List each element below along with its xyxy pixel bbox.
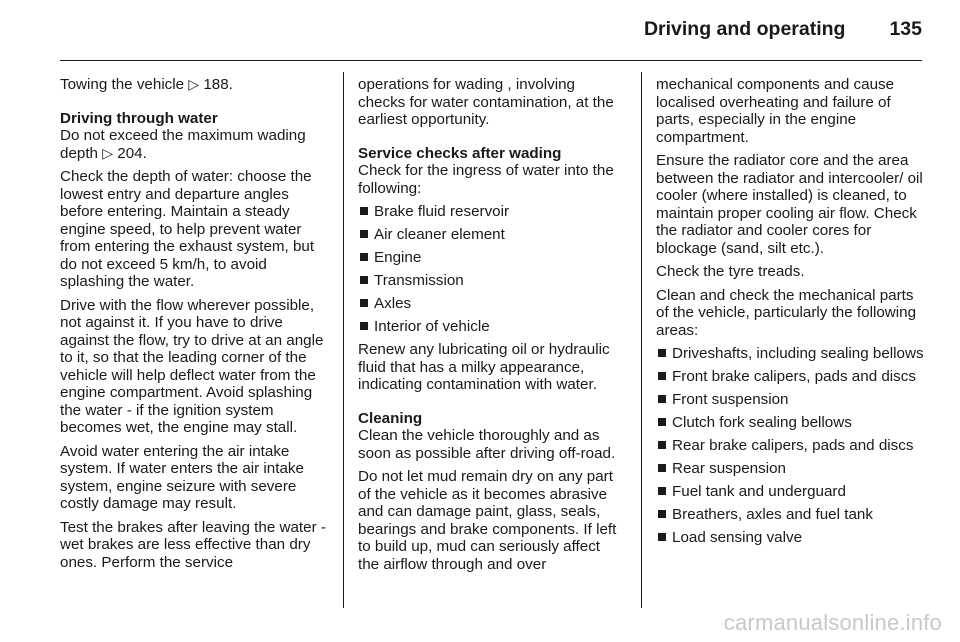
list-item: Transmission [358,272,624,290]
list-item: Interior of vehicle [358,318,624,336]
arrow-right-icon: ▷ [188,76,200,92]
list-item: Load sensing valve [656,529,924,547]
cleaning-heading: Cleaning [358,409,423,427]
list-item: Breathers, axles and fuel tank [656,506,924,524]
bullet-icon [658,533,666,541]
bullet-icon [360,299,368,307]
paragraph: Avoid water entering the air intake system. If water enters the air intake system, engine seizure with severe costly damage may result. [60,442,304,512]
column-divider-2 [641,72,642,608]
paragraph: Ensure the radiator core and the area between the radiator and intercooler/ oil cooler (where installed) is cleaned, to maintain proper cooling air flow. Check the radiator and cooler cores for blockage (sand, silt etc.). [656,152,923,257]
bullet-icon [360,230,368,238]
bullet-icon [360,253,368,261]
paragraph: Clean the vehicle thoroughly and as soon as possible after driving off-road. [358,427,616,462]
list-item: Engine [358,249,624,267]
bullet-icon [360,322,368,330]
column-1 [60,76,326,577]
list-item: Air cleaner element [358,226,624,244]
bullet-icon [658,441,666,449]
paragraph: mechanical components and cause localised overheating and failure of parts, especially in the engine compartment. [656,76,895,146]
towing-page-link[interactable]: 188. [203,76,233,93]
bullet-icon [658,487,666,495]
bullet-icon [658,464,666,472]
section-title: Driving and operating [643,18,846,40]
list-item: Driveshafts, including sealing bellows [656,345,924,363]
list-item: Front brake calipers, pads and discs [656,368,924,386]
wading-depth-paragraph: Do not exceed the maximum wading depth ▷ 204. [60,127,306,162]
paragraph: Check for the ingress of water into the following: [358,162,614,197]
header-rule [60,60,922,61]
arrow-right-icon: ▷ [102,144,114,161]
service-checks-list [358,203,624,336]
paragraph: operations for wading , involving checks for water contamination, at the earliest opportunity. [358,76,614,128]
paragraph: Check the depth of water: choose the lowest entry and departure angles before entering. Maintain a steady engine speed, to help prevent water from entering the exhaust system, but do not exceed 5 km/h, to avoid splashing the water. [60,168,315,290]
service-checks-heading: Service checks after wading [358,144,562,162]
column-divider-1 [343,72,344,608]
towing-reference: Towing the vehicle ▷ 188. [60,76,233,93]
bullet-icon [658,349,666,357]
paragraph: Do not let mud remain dry on any part of the vehicle as it becomes abrasive and can damage paint, glass, seals, bearings and brake components. If left to build up, mud can seriously affect the airflow through and over [358,468,617,573]
bullet-icon [658,372,666,380]
column-2 [358,76,624,579]
wading-page-link[interactable]: 204. [117,144,147,162]
bullet-icon [360,207,368,215]
bullet-icon [658,418,666,426]
page-header [644,18,922,48]
paragraph: Test the brakes after leaving the water - wet brakes are less effective than dry ones. Perform the service [60,518,326,571]
bullet-icon [658,510,666,518]
list-item: Rear brake calipers, pads and discs [656,437,924,455]
watermark: carmanualsonline.info [723,610,942,635]
paragraph: Check the tyre treads. [656,263,805,280]
paragraph: Renew any lubricating oil or hydraulic fluid that has a milky appearance, indicating contamination with water. [358,341,610,393]
paragraph: Clean and check the mechanical parts of the vehicle, particularly the following areas: [656,286,917,339]
list-item: Front suspension [656,391,924,409]
list-item: Fuel tank and underguard [656,483,924,501]
cleaning-areas-list [656,345,924,547]
list-item: Axles [358,295,624,313]
list-item: Brake fluid reservoir [358,203,624,221]
bullet-icon [658,395,666,403]
paragraph: Drive with the flow wherever possible, not against it. If you have to drive against the flow, try to drive at an angle to it, so that the leading corner of the vehicle will help deflect water from the engine compartment. Avoid splashing the water - if the ignition system becomes wet, the engine may stall. [60,296,324,436]
driving-through-water-heading: Driving through water [60,109,218,127]
page-number: 135 [889,18,922,40]
bullet-icon [360,276,368,284]
list-item: Clutch fork sealing bellows [656,414,924,432]
list-item: Rear suspension [656,460,924,478]
column-3 [656,76,924,552]
